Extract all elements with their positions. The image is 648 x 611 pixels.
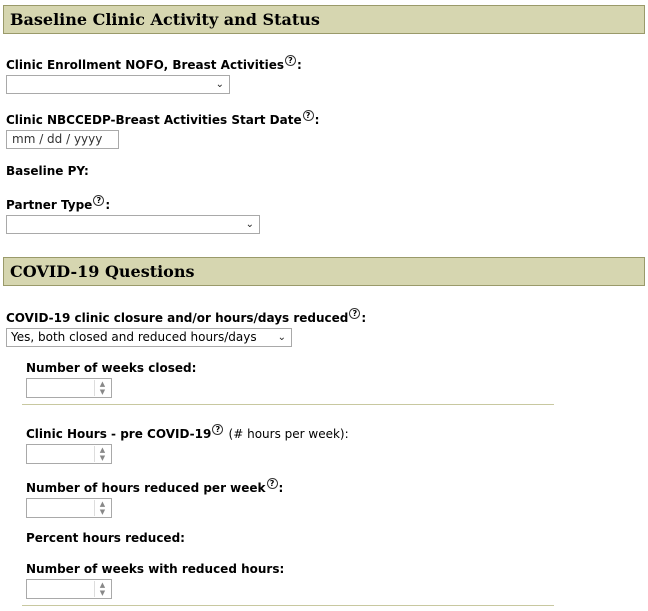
hours-reduced-label xyxy=(26,481,283,495)
help-icon[interactable]: ? xyxy=(349,308,360,319)
spinner-arrows-icon[interactable]: ▲ ▼ xyxy=(94,500,110,516)
spinner-arrows-icon[interactable]: ▲ ▼ xyxy=(94,380,110,396)
divider xyxy=(22,404,554,405)
partner-type-label-text: Partner Type xyxy=(6,198,93,212)
chevron-down-icon: ⌄ xyxy=(245,219,254,230)
help-icon[interactable]: ? xyxy=(303,110,314,121)
hours-reduced-label-text: Number of hours reduced per week xyxy=(26,481,266,495)
start-date-input[interactable]: mm / dd / yyyy xyxy=(6,130,119,149)
baseline-py-label: Baseline PY: xyxy=(6,164,89,178)
clinic-hours-label-text: Clinic Hours - pre COVID-19 xyxy=(26,427,212,441)
hours-reduced-input[interactable] xyxy=(26,498,112,518)
partner-type-label xyxy=(6,198,110,212)
clinic-hours-input[interactable] xyxy=(26,444,112,464)
closure-select[interactable] xyxy=(6,328,292,347)
colon: : xyxy=(278,481,284,495)
closure-label-text: COVID-19 clinic closure and/or hours/days reduced xyxy=(6,311,349,325)
help-icon[interactable]: ? xyxy=(285,55,296,66)
enrollment-label-text: Clinic Enrollment NOFO, Breast Activities xyxy=(6,58,284,72)
partner-type-select[interactable] xyxy=(6,215,260,234)
colon: : xyxy=(361,311,367,325)
start-date-label xyxy=(6,113,319,127)
divider xyxy=(22,605,554,606)
percent-reduced-label: Percent hours reduced: xyxy=(26,531,185,545)
weeks-reduced-label: Number of weeks with reduced hours: xyxy=(26,562,285,576)
clinic-hours-note: (# hours per week): xyxy=(228,427,349,441)
closure-label xyxy=(6,311,366,325)
enrollment-select[interactable] xyxy=(6,75,230,94)
closure-value: Yes, both closed and reduced hours/days xyxy=(11,330,257,344)
weeks-closed-label: Number of weeks closed: xyxy=(26,361,197,375)
spinner-arrows-icon[interactable]: ▲ ▼ xyxy=(94,446,110,462)
spinner-arrows-icon[interactable]: ▲ ▼ xyxy=(94,581,110,597)
colon: : xyxy=(314,113,320,127)
help-icon[interactable]: ? xyxy=(267,478,278,489)
clinic-hours-label xyxy=(26,427,349,441)
start-date-label-text: Clinic NBCCEDP-Breast Activities Start Date xyxy=(6,113,302,127)
weeks-reduced-input[interactable] xyxy=(26,579,112,599)
chevron-down-icon: ⌄ xyxy=(215,79,224,90)
colon: : xyxy=(297,58,302,72)
help-icon[interactable]: ? xyxy=(212,424,223,435)
help-icon[interactable]: ? xyxy=(93,195,104,206)
weeks-closed-input[interactable] xyxy=(26,378,112,398)
colon: : xyxy=(105,198,111,212)
chevron-down-icon: ⌄ xyxy=(277,332,286,343)
enrollment-label xyxy=(6,58,302,72)
covid-section-header: COVID-19 Questions xyxy=(3,257,645,286)
baseline-section-header: Baseline Clinic Activity and Status xyxy=(3,5,645,34)
